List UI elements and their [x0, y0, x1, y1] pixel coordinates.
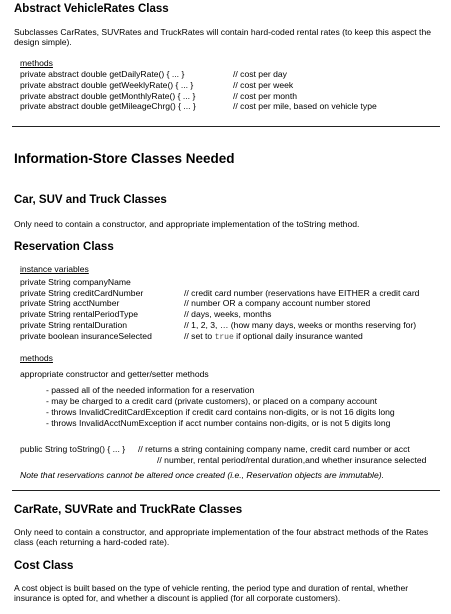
method-comment-2: // cost per month [233, 91, 298, 101]
var-comment-2: // number OR a company account number stored [184, 298, 371, 308]
bullet-2: - throws InvalidCreditCardException if credit card contains non-digits, or is not 16 digits long [46, 407, 395, 417]
var-comment-5-post: if optional daily insurance wanted [233, 331, 363, 341]
method-sig-3: private abstract double getMileageChrg() { ... } [20, 101, 196, 111]
var-decl-3: private String rentalPeriodType [20, 309, 138, 319]
var-decl-4: private String rentalDuration [20, 320, 127, 330]
info-store-heading: Information-Store Classes Needed [14, 151, 235, 166]
var-comment-5-pre: // set to [184, 331, 215, 341]
var-decl-2: private String acctNumber [20, 298, 120, 308]
method-comment-3: // cost per mile, based on vehicle type [233, 101, 377, 111]
section-divider-2 [12, 490, 440, 491]
var-comment-3: // days, weeks, months [184, 309, 272, 319]
tostring-signature: public String toString() { ... } [20, 444, 126, 454]
reservation-heading: Reservation Class [14, 241, 114, 253]
var-comment-4: // 1, 2, 3, … (how many days, weeks or months reserving for) [184, 320, 417, 330]
cost-class-heading: Cost Class [14, 560, 74, 572]
bullet-0: - passed all of the needed information for a reservation [46, 385, 255, 395]
var-comment-5-code: true [214, 333, 234, 342]
immutability-note: Note that reservations cannot be altered once created (i.e., Reservation objects are immutable). [20, 470, 384, 480]
section-divider [12, 126, 440, 127]
vehicle-rates-methods-label: methods [20, 58, 53, 68]
ctor-line: appropriate constructor and getter/setter methods [20, 369, 209, 379]
bullet-1: - may be charged to a credit card (private customers), or placed on a company account [46, 396, 378, 406]
rate-classes-text: Only need to contain a constructor, and appropriate implementation of the four abstract methods of the Rates class (each returning a hard-coded rate). [14, 527, 429, 547]
method-sig-2: private abstract double getMonthlyRate() { ... } [20, 91, 196, 101]
vehicle-rates-intro: Subclasses CarRates, SUVRates and TruckRates will contain hard-coded rental rates (to keep this aspect the design simple). [14, 27, 432, 47]
method-sig-1: private abstract double getWeeklyRate() { ... } [20, 80, 194, 90]
car-suv-truck-heading: Car, SUV and Truck Classes [14, 194, 167, 206]
method-comment-1: // cost per week [233, 80, 294, 90]
var-comment-1: // credit card number (reservations have EITHER a credit card [184, 288, 420, 298]
var-decl-0: private String companyName [20, 277, 131, 287]
instance-vars-label: instance variables [20, 264, 89, 274]
var-decl-1: private String creditCardNumber [20, 288, 144, 298]
tostring-comment-1: // returns a string containing company name, credit card number or acct [138, 444, 410, 454]
var-comment-5 [184, 331, 363, 343]
reservation-methods-label: methods [20, 353, 53, 363]
method-sig-0: private abstract double getDailyRate() { ... } [20, 69, 185, 79]
tostring-comment-2: // number, rental period/rental duration,and whether insurance selected [157, 455, 427, 465]
rate-classes-heading: CarRate, SUVRate and TruckRate Classes [14, 504, 243, 516]
var-decl-5: private boolean insuranceSelected [20, 331, 152, 341]
car-suv-truck-text: Only need to contain a constructor, and appropriate implementation of the toString method. [14, 219, 360, 229]
cost-class-text: A cost object is built based on the type of vehicle renting, the period type and duration of rental, whether insurance is opted for, and whether a discount is applied (for all corporate customers). [14, 583, 409, 603]
bullet-3: - throws InvalidAcctNumException if acct number contains non-digits, or is not 5 digits long [46, 418, 391, 428]
method-comment-0: // cost per day [233, 69, 287, 79]
vehicle-rates-heading: Abstract VehicleRates Class [14, 3, 169, 15]
